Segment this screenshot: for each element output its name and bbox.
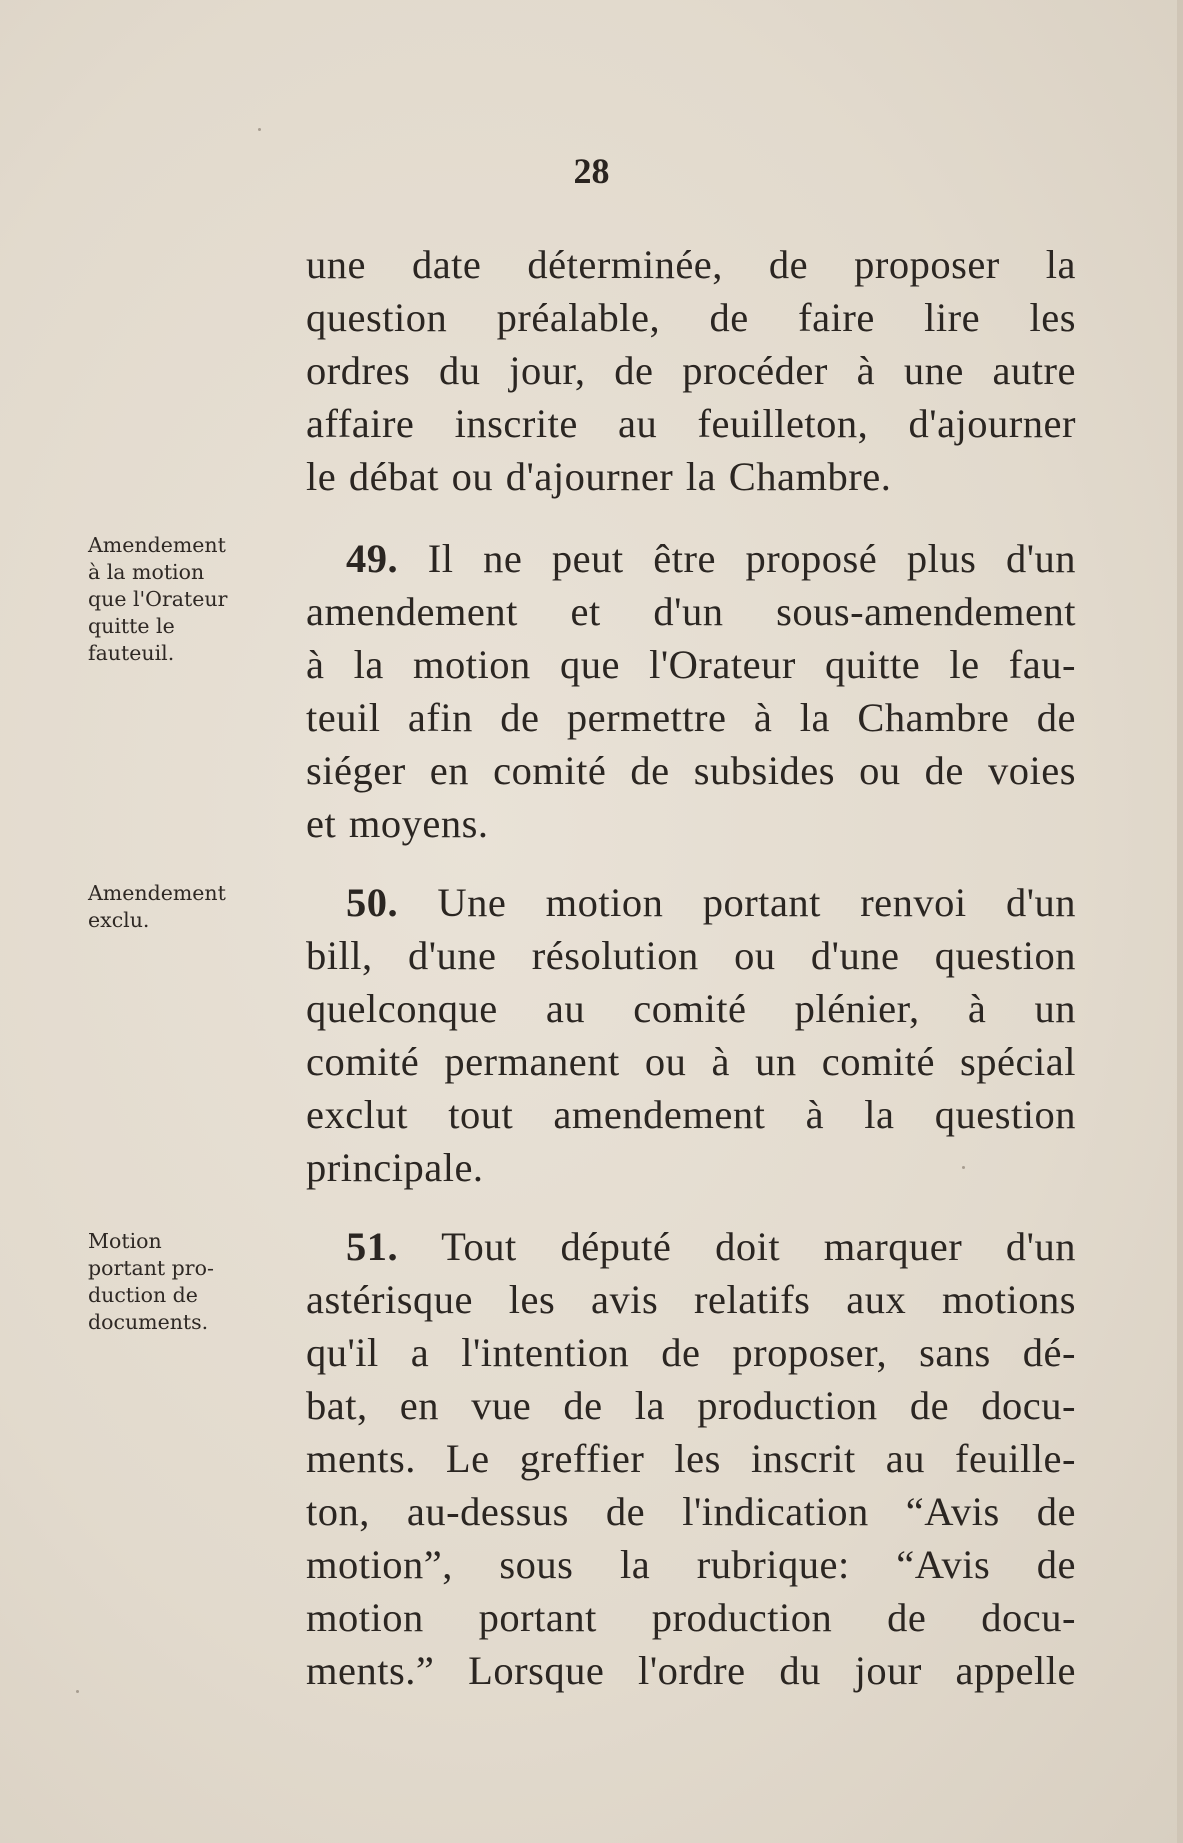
text-line: siéger en comité de subsides ou de voies — [306, 748, 1076, 793]
margin-note-line: duction de — [88, 1283, 198, 1307]
margin-note-49 — [88, 532, 278, 667]
text-fragment: Il ne peut être proposé plus d'un — [427, 536, 1077, 581]
section-number: 50. — [346, 880, 399, 925]
text-line: ton, au-dessus de l'indication “Avis de — [306, 1489, 1076, 1534]
text-line — [306, 532, 1076, 585]
text-line: affaire inscrite au feuilleton, d'ajourner — [306, 401, 1076, 446]
text-line: amendement et d'un sous-amendement — [306, 589, 1076, 634]
text-line: bill, d'une résolution ou d'une question — [306, 933, 1076, 978]
margin-note-line: fauteuil. — [88, 641, 175, 665]
text-fragment: Une motion portant renvoi d'un — [437, 880, 1076, 925]
section-number: 51. — [346, 1224, 399, 1269]
margin-note-line: Amendement — [88, 533, 226, 557]
text-line: et moyens. — [306, 801, 489, 846]
page-number-text: 28 — [573, 151, 610, 191]
paper-speck — [76, 1690, 79, 1693]
text-line: le débat ou d'ajourner la Chambre. — [306, 454, 892, 499]
margin-note-line: à la motion — [88, 560, 205, 584]
margin-note-line: quitte le — [88, 614, 175, 638]
margin-note-line: exclu. — [88, 908, 150, 932]
text-line: bat, en vue de la production de docu- — [306, 1383, 1076, 1428]
section-51 — [306, 1220, 1076, 1697]
text-line: qu'il a l'intention de proposer, sans dé- — [306, 1330, 1076, 1375]
text-line — [306, 876, 1076, 929]
text-line: motion”, sous la rubrique: “Avis de — [306, 1542, 1076, 1587]
margin-note-line: Motion — [88, 1229, 162, 1253]
text-line: quelconque au comité plénier, à un — [306, 986, 1076, 1031]
text-line: à la motion que l'Orateur quitte le fau- — [306, 642, 1076, 687]
text-line: ments.” Lorsque l'ordre du jour appelle — [306, 1648, 1076, 1693]
text-line: ments. Le greffier les inscrit au feuille- — [306, 1436, 1076, 1481]
margin-note-line: portant pro- — [88, 1256, 214, 1280]
margin-note-line: documents. — [88, 1310, 209, 1334]
text-line: comité permanent ou à un comité spécial — [306, 1039, 1076, 1084]
text-line: question préalable, de faire lire les — [306, 295, 1076, 340]
margin-note-51 — [88, 1228, 278, 1336]
text-line — [306, 1220, 1076, 1273]
paragraph-continuation — [306, 238, 1076, 503]
margin-note-50 — [88, 880, 278, 934]
margin-note-line: que l'Orateur — [88, 587, 228, 611]
page-edge — [1177, 0, 1183, 1843]
text-line: ordres du jour, de procéder à une autre — [306, 348, 1076, 393]
section-50 — [306, 876, 1076, 1194]
text-line: une date déterminée, de proposer la — [306, 242, 1076, 287]
section-49 — [306, 532, 1076, 850]
text-line: exclut tout amendement à la question — [306, 1092, 1076, 1137]
paper-speck — [962, 1166, 965, 1169]
text-line: astérisque les avis relatifs aux motions — [306, 1277, 1076, 1322]
page-number — [0, 150, 1183, 192]
paper-speck — [258, 128, 261, 131]
text-fragment: Tout député doit marquer d'un — [441, 1224, 1076, 1269]
text-line: teuil afin de permettre à la Chambre de — [306, 695, 1076, 740]
section-number: 49. — [346, 536, 399, 581]
margin-note-line: Amendement — [88, 881, 226, 905]
text-line: principale. — [306, 1145, 484, 1190]
text-line: motion portant production de docu- — [306, 1595, 1076, 1640]
